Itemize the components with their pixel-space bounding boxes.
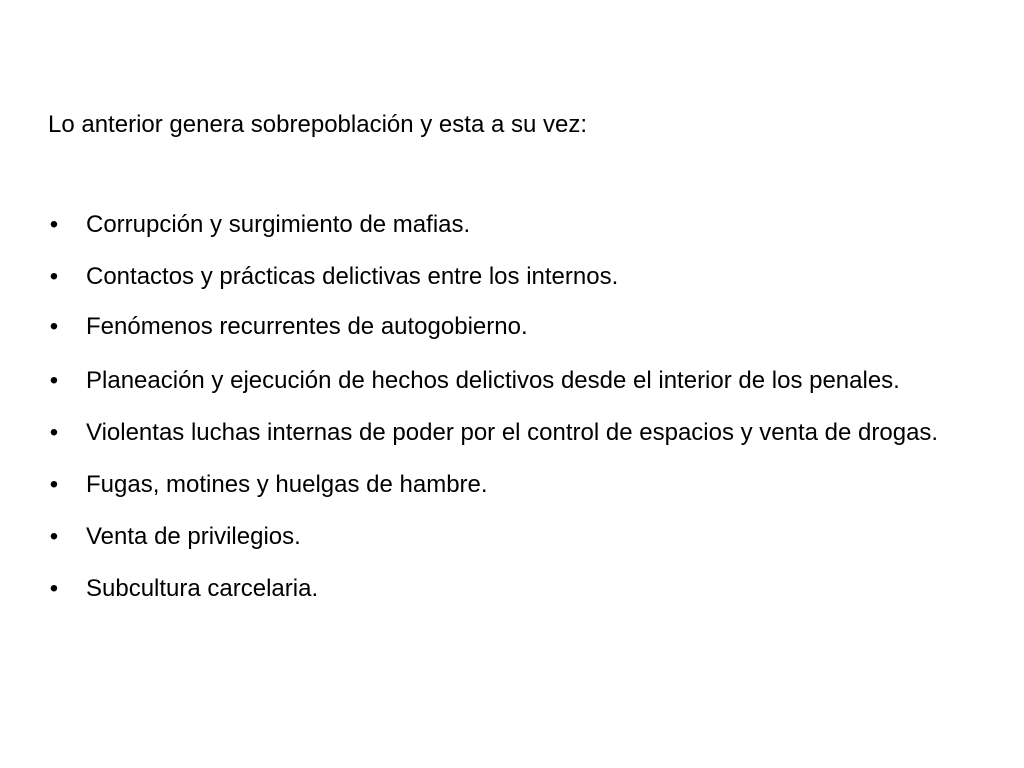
bullet-item bbox=[44, 364, 1004, 398]
bullet-text: Subcultura carcelaria. bbox=[86, 575, 319, 602]
bullet-text: Fugas, motines y huelgas de hambre. bbox=[86, 471, 488, 498]
bullet-icon: • bbox=[49, 575, 59, 602]
bullet-item bbox=[44, 572, 1004, 606]
bullet-text: Venta de privilegios. bbox=[86, 523, 301, 550]
bullet-item bbox=[44, 260, 1004, 294]
bullet-text: Fenómenos recurrentes de autogobierno. bbox=[86, 313, 528, 340]
intro-text: Lo anterior genera sobrepoblación y esta a su vez: bbox=[48, 111, 588, 138]
bullet-item bbox=[44, 520, 1004, 554]
bullet-item bbox=[44, 416, 1004, 450]
bullet-list bbox=[44, 208, 1004, 624]
bullet-text: Corrupción y surgimiento de mafias. bbox=[86, 211, 471, 238]
bullet-icon: • bbox=[49, 471, 59, 498]
bullet-item bbox=[44, 208, 1004, 242]
bullet-text: Planeación y ejecución de hechos delictivos desde el interior de los penales. bbox=[86, 367, 900, 394]
bullet-icon: • bbox=[49, 211, 59, 238]
bullet-icon: • bbox=[49, 313, 59, 340]
bullet-icon: • bbox=[49, 419, 59, 446]
bullet-text: Violentas luchas internas de poder por el control de espacios y venta de drogas. bbox=[86, 419, 939, 446]
bullet-item bbox=[44, 310, 1004, 344]
bullet-item bbox=[44, 468, 1004, 502]
bullet-text: Contactos y prácticas delictivas entre los internos. bbox=[86, 263, 619, 290]
bullet-icon: • bbox=[49, 523, 59, 550]
bullet-icon: • bbox=[49, 263, 59, 290]
bullet-icon: • bbox=[49, 367, 59, 394]
